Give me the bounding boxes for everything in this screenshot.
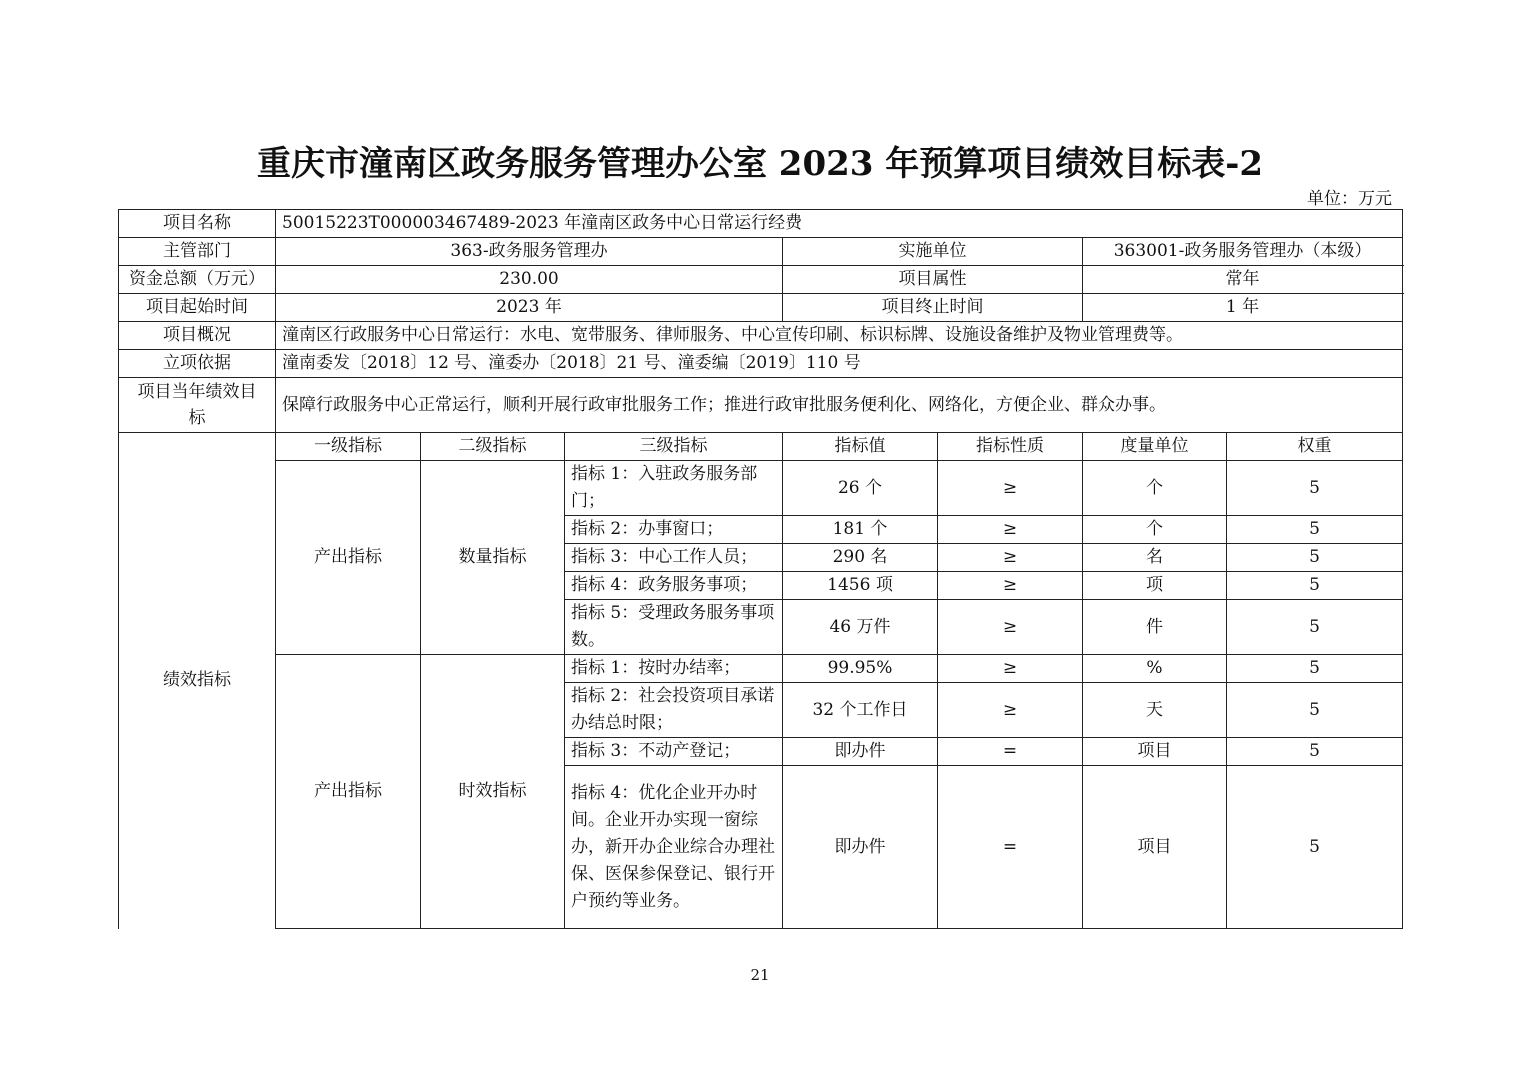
start-label: 项目起始时间 <box>119 294 276 322</box>
indicator-weight: 5 <box>1227 738 1403 766</box>
indicator-weight: 5 <box>1227 766 1403 929</box>
basis-label: 立项依据 <box>119 350 276 378</box>
dept-label: 主管部门 <box>119 238 276 266</box>
header-level2: 二级指标 <box>421 433 565 461</box>
indicator-value: 99.95% <box>783 655 938 683</box>
header-nature: 指标性质 <box>938 433 1083 461</box>
unit-label: 单位：万元 <box>1307 189 1392 209</box>
indicator-name: 指标 5：受理政务服务事项数。 <box>565 600 783 655</box>
indicator-name: 指标 4：优化企业开办时间。企业开办实现一窗综办，新开办企业综合办理社保、医保参保登记、银行开户预约等业务。 <box>565 766 783 929</box>
dept-value: 363-政务服务管理办 <box>276 238 783 266</box>
project-name-label: 项目名称 <box>119 210 276 238</box>
row-basis <box>119 350 1403 378</box>
indicator-weight: 5 <box>1227 683 1403 738</box>
header-level3: 三级指标 <box>565 433 783 461</box>
indicator-unit: 件 <box>1083 600 1227 655</box>
end-value: 1 年 <box>1083 294 1403 322</box>
group1-level1: 产出指标 <box>276 461 421 655</box>
indicator-name: 指标 1：按时办结率； <box>565 655 783 683</box>
indicator-weight: 5 <box>1227 655 1403 683</box>
attr-value: 常年 <box>1083 266 1403 294</box>
row-time <box>119 294 1403 322</box>
indicator-name: 指标 2：社会投资项目承诺办结总时限； <box>565 683 783 738</box>
indicator-nature: ≥ <box>938 655 1083 683</box>
page-title: 重庆市潼南区政务服务管理办公室 2023 年预算项目绩效目标表-2 <box>256 144 1264 184</box>
impl-label: 实施单位 <box>783 238 1083 266</box>
table-row <box>119 461 1403 516</box>
indicator-unit: 项目 <box>1083 738 1227 766</box>
indicator-value: 即办件 <box>783 738 938 766</box>
indicator-value: 32 个工作日 <box>783 683 938 738</box>
indicator-unit: 项目 <box>1083 766 1227 929</box>
row-overview <box>119 322 1403 350</box>
overview-label: 项目概况 <box>119 322 276 350</box>
header-weight: 权重 <box>1227 433 1403 461</box>
indicator-nature: ≥ <box>938 683 1083 738</box>
funds-value: 230.00 <box>276 266 783 294</box>
basis-value: 潼南委发〔2018〕12 号、潼委办〔2018〕21 号、潼委编〔2019〕110 号 <box>276 350 1403 378</box>
indicator-value: 26 个 <box>783 461 938 516</box>
goal-value: 保障行政服务中心正常运行，顺利开展行政审批服务工作；推进行政审批服务便利化、网络化，方便企业、群众办事。 <box>276 378 1403 433</box>
indicator-name: 指标 4：政务服务事项； <box>565 572 783 600</box>
indicator-value: 46 万件 <box>783 600 938 655</box>
indicator-weight: 5 <box>1227 516 1403 544</box>
table-row <box>119 655 1403 683</box>
row-goal <box>119 378 1403 433</box>
row-funds <box>119 266 1403 294</box>
header-value: 指标值 <box>783 433 938 461</box>
indicator-nature: ≥ <box>938 600 1083 655</box>
header-unit: 度量单位 <box>1083 433 1227 461</box>
indicator-value: 即办件 <box>783 766 938 929</box>
indicator-nature: = <box>938 738 1083 766</box>
row-project-name <box>119 210 1403 238</box>
indicator-unit: 个 <box>1083 516 1227 544</box>
indicator-header-row <box>119 433 1403 461</box>
group1-level2: 数量指标 <box>421 461 565 655</box>
indicator-value: 1456 项 <box>783 572 938 600</box>
indicator-nature: ≥ <box>938 544 1083 572</box>
indicator-nature: ≥ <box>938 572 1083 600</box>
project-name-value: 50015223T000003467489-2023 年潼南区政务中心日常运行经费 <box>276 210 1403 238</box>
attr-label: 项目属性 <box>783 266 1083 294</box>
row-dept <box>119 238 1403 266</box>
indicator-nature: ≥ <box>938 461 1083 516</box>
group2-level1: 产出指标 <box>276 655 421 929</box>
indicator-weight: 5 <box>1227 600 1403 655</box>
funds-label: 资金总额（万元） <box>119 266 276 294</box>
indicator-name: 指标 2：办事窗口； <box>565 516 783 544</box>
indicator-nature: = <box>938 766 1083 929</box>
indicator-unit: 个 <box>1083 461 1227 516</box>
indicator-nature: ≥ <box>938 516 1083 544</box>
end-label: 项目终止时间 <box>783 294 1083 322</box>
indicator-weight: 5 <box>1227 572 1403 600</box>
page-number: 21 <box>750 966 770 984</box>
indicator-name: 指标 1：入驻政务服务部门； <box>565 461 783 516</box>
indicator-unit: % <box>1083 655 1227 683</box>
indicator-value: 181 个 <box>783 516 938 544</box>
indicator-unit: 天 <box>1083 683 1227 738</box>
indicator-weight: 5 <box>1227 544 1403 572</box>
indicator-name: 指标 3：中心工作人员； <box>565 544 783 572</box>
indicator-weight: 5 <box>1227 461 1403 516</box>
indicator-unit: 项 <box>1083 572 1227 600</box>
impl-value: 363001-政务服务管理办（本级） <box>1083 238 1403 266</box>
group2-level2: 时效指标 <box>421 655 565 929</box>
header-level1: 一级指标 <box>276 433 421 461</box>
start-value: 2023 年 <box>276 294 783 322</box>
perf-label: 绩效指标 <box>119 433 276 929</box>
overview-value: 潼南区行政服务中心日常运行：水电、宽带服务、律师服务、中心宣传印刷、标识标牌、设施设备维护及物业管理费等。 <box>276 322 1403 350</box>
indicator-value: 290 名 <box>783 544 938 572</box>
indicator-name: 指标 3：不动产登记； <box>565 738 783 766</box>
indicator-unit: 名 <box>1083 544 1227 572</box>
goal-label: 项目当年绩效目标 <box>119 378 276 433</box>
performance-table <box>118 209 1403 929</box>
